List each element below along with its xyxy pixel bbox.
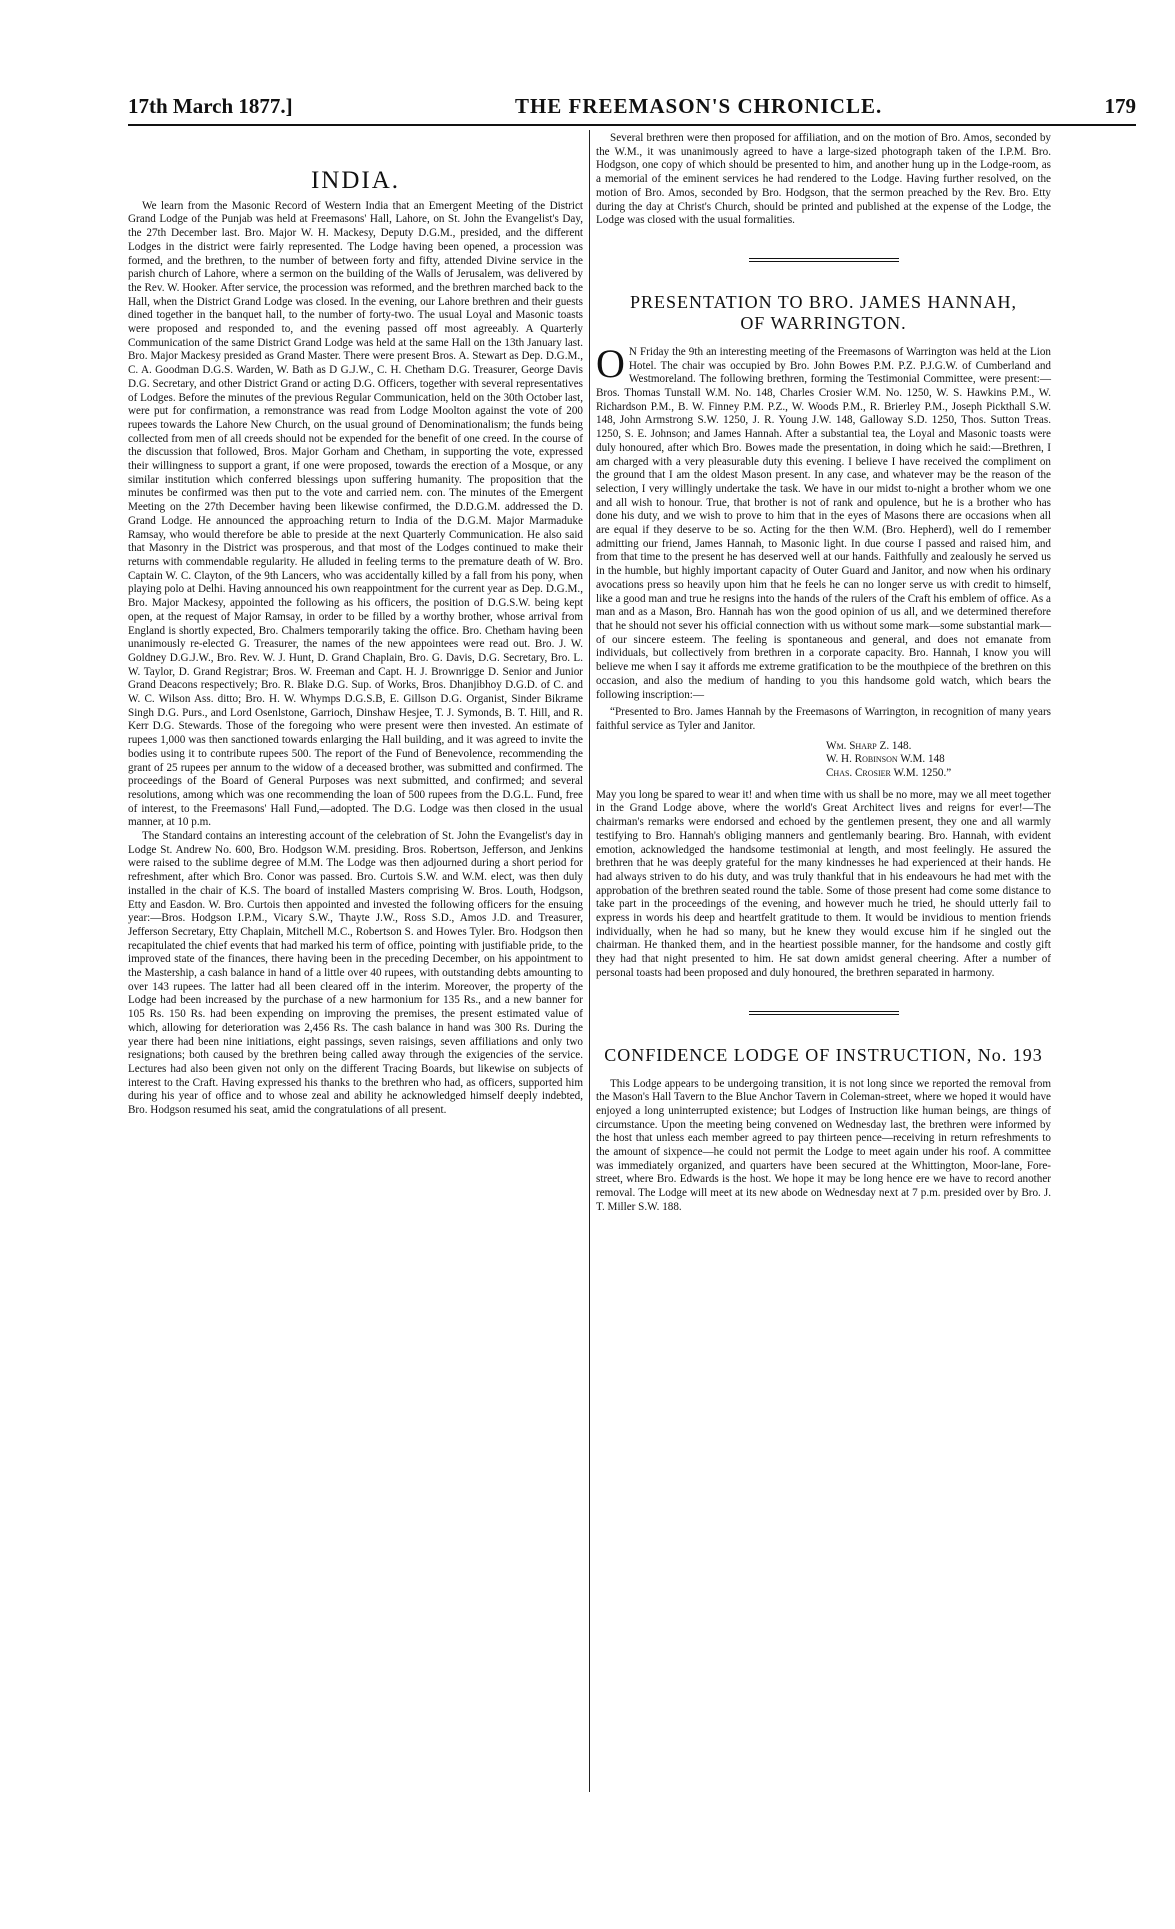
signature-line-1: Wm. Sharp Z. 148. bbox=[826, 739, 912, 752]
page-number: 179 bbox=[1104, 94, 1136, 118]
affiliation-paragraph: Several brethren were then proposed for affiliation, and on the motion of Bro. Amos, seconded by the W.M., it was unanimously agreed to have a large-sized photograph taken of the I.P.M. Bro. Hodgson, one copy of which should be presented to him, and another hung up in the Lodge-room, as a memorial of the eminent services he had rendered to the Lodge. Having further resolved, on the motion of Bro. Amos, seconded by Bro. Hodgson, that the sermon preached by the Rev. Bro. Etty during the day at Christ's Church, should be printed and published at the expense of the Lodge, the Lodge was closed with the usual formalities. bbox=[596, 132, 1051, 227]
signature-line-2: W. H. Robinson W.M. 148 bbox=[826, 753, 945, 766]
presentation-heading bbox=[596, 292, 1051, 334]
presentation-heading-line2: OF WARRINGTON. bbox=[740, 312, 907, 333]
column-divider bbox=[589, 130, 590, 1792]
section-separator bbox=[749, 258, 899, 262]
presentation-paragraph-1 bbox=[596, 340, 1051, 702]
signature-line-3: Chas. Crosier W.M. 1250.” bbox=[826, 767, 952, 780]
section-separator-2 bbox=[749, 1011, 899, 1015]
presentation-paragraph-2: May you long be spared to wear it! and when time with us shall be no more, may we all meet together in the Grand Lodge above, where the world's Great Architect lives and reigns for ever!—The chairman's remarks were endorsed and echoed by the gentlemen present, they one and all warmly testifying to Bro. Hannah's obliging manners and gentlemanly bearing. Bro. Hannah, with evident emotion, acknowledged the handsome testimonial at length, and most feelingly. He assured the brethren that he was deeply grateful for the many kindnesses he had experienced at their hands. He had always striven to do his duty, and was truly thankful that in his endeavours he had met with the approbation of the brethren seated round the table. Some of those present had come some distance to take part in the proceedings of the evening, and however much he tried, he should utterly fail to express in words his deep and heartfelt gratitude to them. It would be invidious to mention friends individually, when he had so many, but he knew they would excuse him if he singled out the chairman. He thanked them, and in the heartiest possible manner, for the handsome and costly gift they had that night presented to him. He sat down amidst general cheering. After a number of personal toasts had been proposed and duly honoured, the brethren separated in harmony. bbox=[596, 788, 1051, 979]
page-header bbox=[128, 94, 1136, 120]
india-paragraph-2: The Standard contains an interesting account of the celebration of St. John the Evangelist's day in Lodge St. Andrew No. 600, Bro. Hodgson W.M. presiding. Bros. Robertson, Jefferson, and Jenkins were raised to the sublime degree of M.M. The Lodge was then adjourned during a short period for refreshment, after which Bro. Conor was passed. Bro. Curtois S.W. and W.M. elect, was then duly installed in the chair of K.S. The board of installed Masters comprising W. Bros. Louth, Hodgson, Etty and Easdon. W. Bro. Curtois then appointed and invested the following officers for the ensuing year:—Bros. Hodgson I.P.M., Vicary S.W., Thayte J.W., Ross S.D., Amos J.D. and Treasurer, Jefferson Secretary, Etty Chaplain, Mitchell M.C., Robertson S. and Howes Tyler. Bro. Hodgson then recapitulated the chief events that had marked his term of office, pointing with justifiable pride, to the improved state of the finances, there having been in the preceding December, on his appointment to the Mastership, a cash balance in hand of a little over 40 rupees, with outstanding debts amounting to over 143 rupees. The latter had all been cleared off in the interim. Moreover, the property of the Lodge had been increased by the purchase of a new harmonium for 135 Rs., and a new banner for 105 Rs. 150 Rs. had been expending on improving the premises, the present estimated value of which, allowing for deterioration was 2,456 Rs. The cash balance in hand was 300 Rs. During the year there had been nine initiations, eight passings, seven raisings, seven affiliations and only two resignations; both caused by the brethren being called away through the exigencies of the service. Lectures had also been given not only on the different Tracing Boards, but likewise on subjects of interest to the Craft. Having expressed his thanks to the brethren who had, as officers, supported him during his year of office and to whose zeal and ability he acknowledged himself deeply indebted, Bro. Hodgson resumed his seat, amid the congratulations of all present. bbox=[128, 830, 583, 1117]
left-column bbox=[128, 132, 583, 1118]
header-rule bbox=[128, 124, 1136, 126]
publication-title: THE FREEMASON'S CHRONICLE. bbox=[514, 94, 883, 118]
right-column bbox=[596, 132, 1051, 1215]
confidence-heading: CONFIDENCE LODGE OF INSTRUCTION, No. 193 bbox=[604, 1044, 1043, 1065]
confidence-paragraph: This Lodge appears to be undergoing transition, it is not long since we reported the removal from the Mason's Hall Tavern to the Blue Anchor Tavern in Coleman-street, where we hoped it would have enjoyed a long uninterrupted existence; but Lodges of Instruction like human beings, are things of circumstance. Upon the meeting being convened on Wednesday last, the brethren were informed by the host that unless each member agreed to pay thirteen pence—receiving in return refreshments to the amount of sixpence—he could not permit the Lodge to meet again under his roof. A committee was immediately organized, and quarters have been secured at the Whittington, Moor-lane, Fore-street, where Bro. Edwards is the host. We hope it may be long hence ere we have to record another removal. The Lodge will meet at its new abode on Wednesday next at 7 p.m. presided over by Bro. J. T. Miller S.W. 188. bbox=[596, 1077, 1051, 1213]
india-paragraph-1: We learn from the Masonic Record of Western India that an Emergent Meeting of the District Grand Lodge of the Punjab was held at Freemasons' Hall, Lahore, on St. John the Evangelist's Day, the 27th December last. Bro. Major W. H. Mackesy, Deputy D.G.M., presided, and the different Lodges in the district were fairly represented. The Lodge having been opened, a procession was formed, and the brethren, to the number of between forty and fifty, attended Divine service in the parish church of Lahore, where a sermon on the building of the Walls of Jerusalem, was delivered by the Rev. W. Hooker. After service, the procession was reformed, and the brethren marched back to the Hall, when the District Grand Lodge was closed. In the evening, our Lahore brethren and their guests dined together in the banquet hall, to the number of forty-two. The usual Loyal and Masonic toasts were proposed and responded to, and the evening passed off most agreeably. A Quarterly Communication of the same District Grand Lodge was held at the same Hall on the 13th January last. Bro. Major Mackesy presided as Grand Master. There were present Bros. A. Stewart as Dep. D.G.M., C. A. Goodman D.G.S. Warden, W. Bath as D G.J.W., C. H. Chetham D.G. Treasurer, George Davis D.G. Secretary, and other District Grand or acting D.G. Officers, together with several representatives of Lodges. Before the minutes of the previous Regular Communication, held on the 30th October last, were put for confirmation, a remonstrance was read from Lodge Moolton against the vote of 200 rupees towards the Lahore New Church, on the usual ground of Denominationalism; the funds being collected from men of all creeds should not be expended for the benefit of one creed. In the course of the discussion that followed, Bros. Major Gorham and Chetham, in supporting the vote, expressed their willingness to support a grant, if one were proposed, towards the erection of a Mosque, or any similar institution which conferred blessings upon suffering humanity. The proposition that the minutes be confirmed was then put to the vote and carried nem. con. The minutes of the Emergent Meeting on the 27th December having been likewise confirmed, the D.D.G.M. addressed the D. Grand Lodge. He announced the approaching return to India of the D.G.M. Major Marmaduke Ramsay, who would therefore be able to preside at the next Quarterly Communication. He also said that Masonry in the District was prosperous, and that most of the Lodges continued to make their returns with commendable regularity. He alluded in feeling terms to the premature death of W. Bro. Captain W. C. Clayton, of the 9th Lancers, who was accidentally killed by a fall from his pony, when playing polo at Delhi. Having announced his own reappointment for the current year as Dep. D.G.M., Bro. Major Mackesy, appointed the following as his officers, the position of D.G.S.W. being kept open, at the request of Major Ramsay, in order to be filled by a worthy brother, whose arrival from England is shortly expected, Bro. Chalmers temporarily taking the office. Bro. Chetham having been unanimously re-elected G. Treasurer, the names of the new appointees were read out. Bro. J. W. Goldney D.G.J.W., Bro. Rev. W. J. Hunt, D. Grand Chaplain, Bro. G. Davis, D.G. Secretary, Bro. L. W. Taylor, D. Grand Registrar; Bros. W. Freeman and Capt. H. J. Brownrigge D. Senior and Junior Grand Deacons respectively; Bro. R. Blake D.G. Sup. of Works, Bros. Dhanjibhoy D.G.D. of C. and W. C. Wilson Ass. ditto; Bro. H. W. Whymps D.G.S.B, E. Gillson D.G. Organist, Sinder Bikrame Singh D.G. Purs., and Lord Osenlstone, Garrioch, Dinshaw Hesjee, T. J. Symonds, B. T. Hill, and R. Kerr D.G. Stewards. Those of the foregoing who were present were then invested. An estimate of rupees 1,000 was then sanctioned towards enlarging the Hall building, and it was agreed to invite the bodies using it to contribute rupees 500. The report of the Fund of Benevolence, recommending the grant of 25 rupees per annum to the widow of a deceased brother, was submitted and confirmed. The proceedings of the Board of General Purposes was next submitted, and confirmed; and several resolutions, among which was one recommending the loan of 500 rupees from the D.G.L. Fund, free of interest, to the Freemasons' Hall Fund,—adopted. The D.G. Lodge was then closed in the usual manner, at 10 p.m. bbox=[128, 199, 583, 829]
issue-date: 17th March 1877.] bbox=[128, 94, 293, 118]
drop-cap: O bbox=[596, 340, 625, 386]
watch-inscription: “Presented to Bro. James Hannah by the Freemasons of Warrington, in recognition of many years faithful service as Tyler and Janitor. bbox=[596, 706, 1051, 732]
signature-block bbox=[596, 740, 1051, 781]
presentation-paragraph-1-text: N Friday the 9th an interesting meeting of the Freemasons of Warrington was held at the Lion Hotel. The chair was occupied by Bro. John Bowes P.M. P.Z. P.J.G.W. of Cumberland and Westmoreland. The following brethren, forming the Testimonial Committee, were present:—Bros. Thomas Tunstall W.M. No. 148, Charles Crosier W.M. No. 1250, W. S. Hawkins P.M., W. Richardson P.M., B. W. Finney P.M. P.Z., W. Woods P.M., R. Brierley P.M., Joseph Pickthall S.W. 148, John Armstrong S.W. 1250, J. R. Young J.W. 148, Galloway S.D. 1250, Thos. Sutton Treas. 1250, S. E. Johnson; and James Hannah. After a substantial tea, the Loyal and Masonic toasts were duly honoured, after which Bro. Bowes made the presentation, in doing which he said:—Brethren, I am charged with a very pleasurable duty this evening. I believe I have received the compliment on the ground that I am the oldest Mason present. In any case, and whatever may be the reason of the selection, I very willingly undertake the task. We have in our midst to-night a brother whom we one and all wish to honour. True, that brother is not of rank and opulence, but he is a brother who has done his duty, and we wish to prove to him that in the eyes of Masons there are occasions when all are equal if they deserve to be so. Acting for the then W.M. (Bro. Hepherd), well do I remember admitting our friend, James Hannah, to Masonic light. In due course I passed and raised him, and from that time to the present he has deserved well at our hands. Faithfully and zealously he served us in the humble, but highly important capacity of Outer Guard and Janitor, and now when his ordinary avocations press so heavily upon him that he feels he can no longer serve us with credit to himself, like a good man and true he resigns into the hands of the rulers of the Craft his emblem of office. As a man and as a Mason, Bro. Hannah has won the good opinion of us all, and we determined therefore that he should not sever his official connection with us without some mark—some substantial mark—of our sincere esteem. The feeling is spontaneous and general, and does not emanate from individuals, but collectively from brethren in a corporate capacity. Bro. Hannah, I know you will believe me when I say it affords me extreme gratification to be the mouthpiece of the brethren on this occasion, and also the medium of handing to you this handsome gold watch, which bears the following inscription:— bbox=[596, 345, 1051, 701]
presentation-heading-line1: PRESENTATION TO BRO. JAMES HANNAH, bbox=[630, 291, 1017, 312]
india-heading: INDIA. bbox=[310, 167, 401, 194]
